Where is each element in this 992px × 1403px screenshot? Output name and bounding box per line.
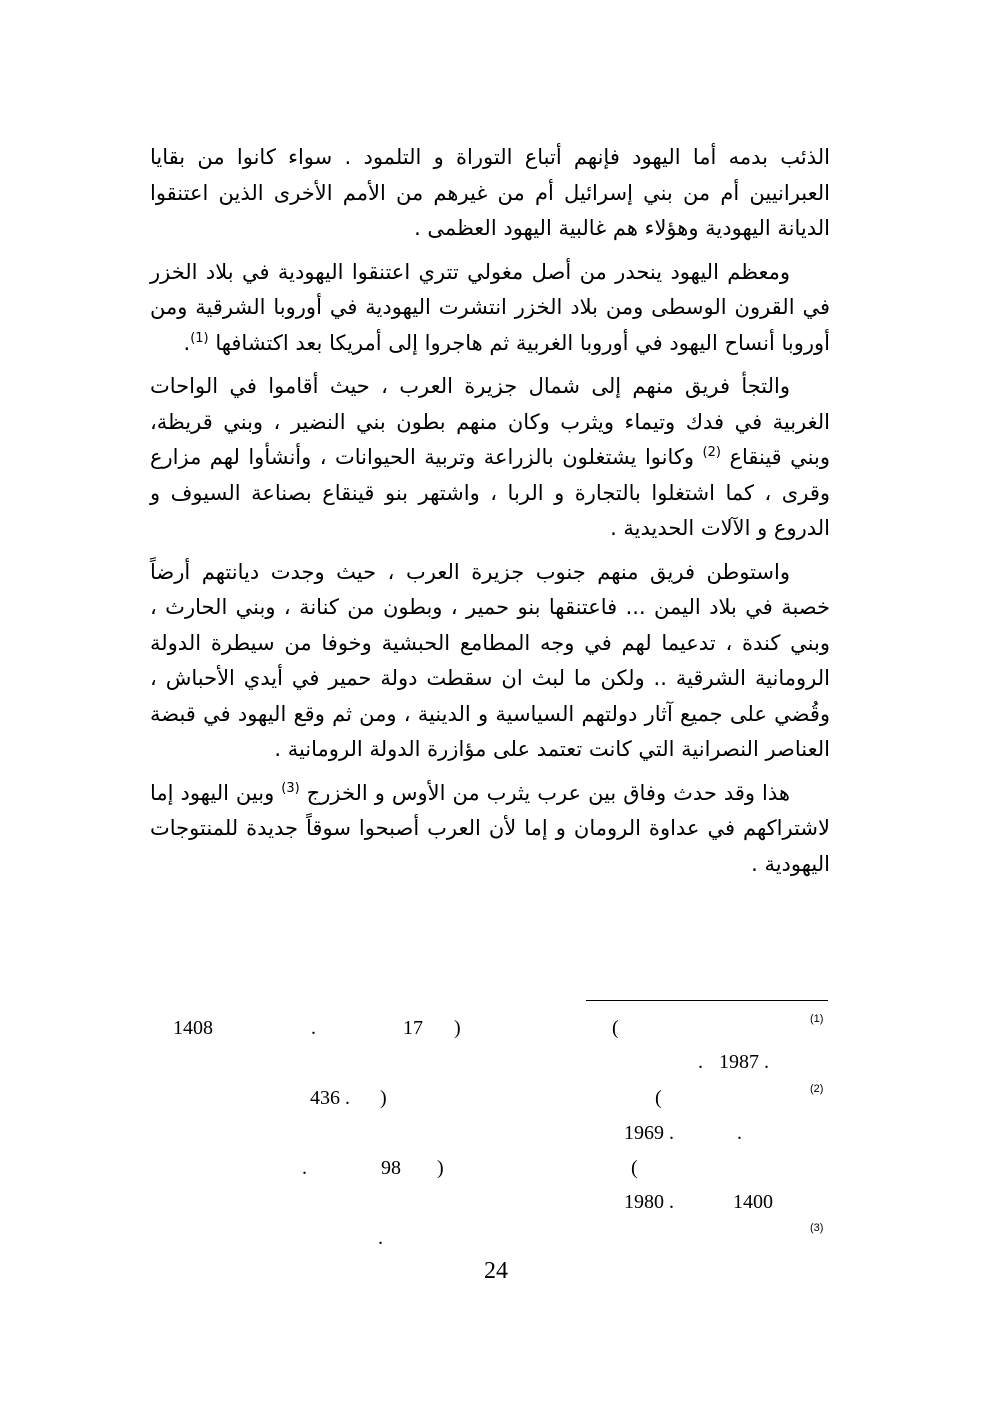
page-number: 24 [484, 1258, 508, 1284]
footnote-mark-3: (3) [810, 1222, 824, 1234]
footnote-2b-paren-open: ( [631, 1157, 638, 1179]
footnote-1-volume: 17 [403, 1017, 423, 1039]
footnote-1-paren-open: ( [612, 1017, 619, 1039]
body-text [150, 140, 830, 890]
footnote-ref-2[interactable]: (2) [702, 445, 721, 460]
paragraph-2: ومعظم اليهود ينحدر من أصل مغولي تتري اعتنقوا اليهودية في بلاد الخزر في القرون الوسطى ومن بلاد الخزر انتشرت اليهودية في أوروبا الشرقية ومن أوروبا أنساح اليهود في أوروبا الغربية ثم هاجروا إلى أمريكا بعد اكتشافها $^{(1)}$. [150, 259, 830, 355]
paragraph-4: واستوطن فريق منهم جنوب جزيرة العرب ، حيث وجدت ديانتهم أرضاً خصبة في بلاد اليمن ... فاعتنقها بنو حمير ، وبطون من كنانة ، وبني الحارث ، وبني كندة ، تدعيما لهم في وجه المطامع الحبشية وخوفا من سيطرة الدولة الرومانية الشرقية .. ولكن ما لبث ان سقطت دولة حمير في أيدي الأحباش ، وقُضي على جميع آثار دولتهم السياسية و الدينية ، ومن ثم وقع اليهود في قبضة العناصر النصرانية التي كانت تعتمد على مؤازرة الدولة الرومانية . [150, 559, 830, 761]
paragraph-1: الذئب بدمه أما اليهود فإنهم أتباع التوراة و التلمود . سواء كانوا من بقايا العبرانيين أم من بني إسرائيل أم من غيرهم من الأمم الأخرى الذين اعتنقوا الديانة اليهودية وهؤلاء هم غالبية اليهود العظمى . [150, 145, 830, 240]
footnote-1-dot-2: . [698, 1051, 703, 1073]
footnote-ref-1[interactable]: (1) [190, 330, 209, 346]
footnote-2b-page: 98 [381, 1157, 401, 1179]
footnote-2-dot: . [737, 1122, 742, 1144]
footnote-1-year: 1987 . [719, 1051, 769, 1073]
footnote-separator [586, 1000, 828, 1001]
footnote-1-paren-close: ) [454, 1017, 461, 1039]
footnote-2-page: 436 . [310, 1087, 350, 1109]
footnote-2-paren-close: ) [380, 1087, 387, 1109]
footnote-2-year: 1969 . [624, 1122, 674, 1144]
paragraph-3: والتجأ فريق منهم إلى شمال جزيرة العرب ، حيث أقاموا في الواحات الغربية في فدك وتيماء ويثرب وكان منهم بطون بني النضير ، وبني قريظة، وبني قينقاع $^{(2)}$ وكانوا يشتغلون بالزراعة وتربية الحيوانات ، وأنشأوا لهم مزارع وقرى ، كما اشتغلوا بالتجارة و الربا ، واشتهر بنو قينقاع بصناعة السيوف و الدروع و الآلات الحديدية . [150, 374, 830, 540]
footnote-ref-3[interactable]: (3) [281, 780, 300, 796]
footnote-2b-paren-close: ) [437, 1157, 444, 1179]
footnote-1-dot: . [311, 1017, 316, 1039]
paragraph-5: هذا وقد حدث وفاق بين عرب يثرب من الأوس و الخزرج $^{(3)}$ وبين اليهود إما لاشتراكهم في عداوة الرومان و إما لأن العرب أصبحوا سوقاً جديدة للمنتوجات اليهودية . [150, 780, 830, 876]
footnote-2-paren-open: ( [655, 1087, 662, 1109]
footnote-3-dot: . [378, 1227, 383, 1249]
footnote-mark-1: (1) [810, 1013, 824, 1025]
footnote-2b-dot: . [302, 1157, 307, 1179]
footnote-mark-2: (2) [810, 1083, 824, 1095]
footnote-1-year-hijri: 1408 [173, 1017, 213, 1039]
footnote-2b-year-hijri: 1400 [733, 1191, 773, 1213]
footnote-2b-year: 1980 . [624, 1191, 674, 1213]
